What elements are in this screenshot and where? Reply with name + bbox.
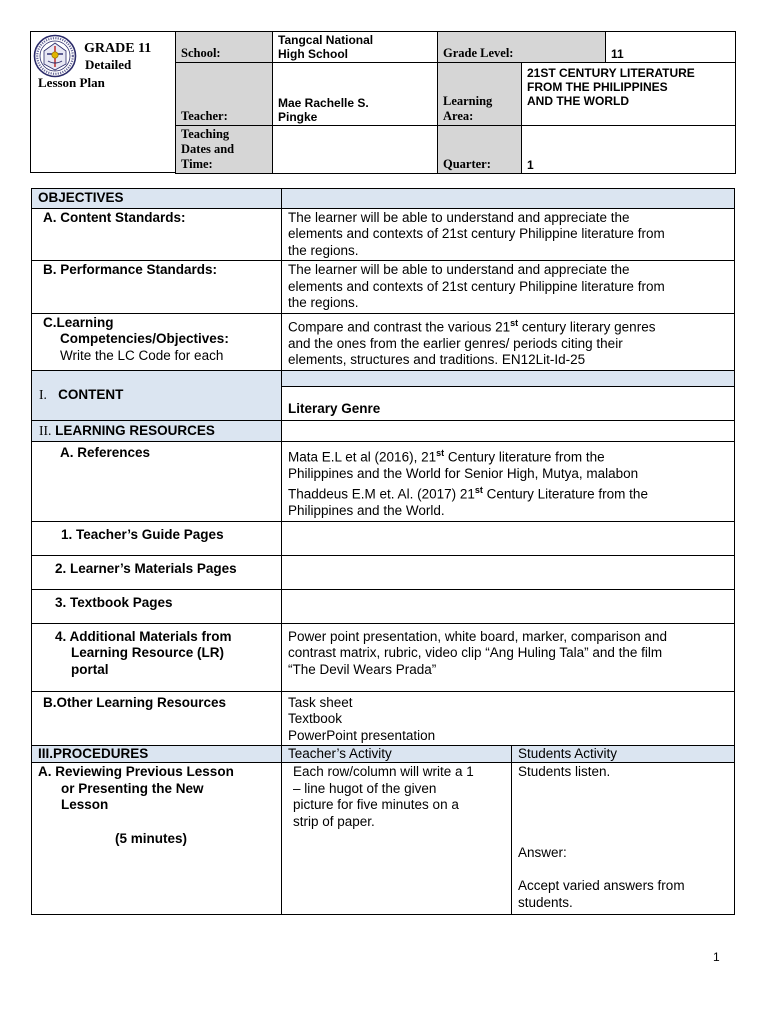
school-row [176,32,736,63]
resources-numeral: II. [39,422,52,438]
text-line: Task sheet [288,694,353,710]
superscript: st [474,485,483,495]
additional-materials-label [32,623,282,691]
content-value: Literary Genre [282,386,735,420]
text-line: – line hugot of the given [293,780,437,796]
additional-materials-label-line: portal [71,661,109,677]
text-line: elements, structures and traditions. EN12Lit-Id-25 [288,352,586,367]
text-run: Compare and contrast the various 21 [288,319,511,334]
text-line: Philippines and the World. [288,503,445,518]
text-line: Each row/column will write a 1 [293,764,474,779]
references-label: A. References [32,441,282,521]
text-line: Textbook [288,711,343,726]
additional-materials-label-line: Learning Resource (LR) [71,645,225,660]
learning-area-value-line: AND THE WORLD [527,94,629,108]
content-row-top [32,370,735,386]
resources-heading-blank [282,420,735,441]
text-line [288,315,729,336]
competencies-label-line: C.Learning [43,314,114,330]
references-row [32,441,735,521]
text-line: and the ones from the earlier genres/ periods citing their [288,335,623,351]
page-number: 1 [713,950,720,964]
performance-standards-value [282,261,735,314]
teachers-guide-label: 1. Teacher’s Guide Pages [32,521,282,555]
students-activity-cell [512,763,735,915]
students-activity-header: Students Activity [512,746,735,763]
text-line: the regions. [288,295,359,310]
additional-materials-label-line: 4. Additional Materials from [55,628,232,644]
other-resources-row [32,691,735,746]
text-line: picture for five minutes on a [293,797,459,812]
header-info-table [175,31,736,174]
spacer [518,832,729,845]
school-value [273,32,438,63]
content-blank-cell [282,370,735,386]
objectives-header-row [32,189,735,209]
teacher-value-line: Pingke [278,110,318,124]
teacher-activity-header: Teacher’s Activity [282,746,512,763]
text-run: Mata E.L et al (2016), 21 [288,449,437,464]
competencies-label-line: Competencies/Objectives: [60,331,229,346]
reviewing-lesson-label-line: A. Reviewing Previous Lesson [38,764,234,779]
spacer [518,798,729,815]
answer-label: Answer: [518,844,567,860]
grade-label: GRADE 11 [84,41,152,56]
content-heading [32,370,282,420]
textbook-pages-label: 3. Textbook Pages [32,589,282,623]
performance-standards-row [32,261,735,314]
content-standards-row [32,208,735,261]
teacher-value [273,63,438,126]
spacer [518,815,729,832]
deped-seal-icon [33,34,77,78]
text-run: Century literature from the [444,449,605,464]
other-resources-label: B.Other Learning Resources [32,691,282,746]
school-value-line: High School [278,47,348,61]
learning-area-value-line: FROM THE PHILIPPINES [527,80,668,94]
reviewing-lesson-label-line: Lesson [61,797,109,812]
teacher-row [176,63,736,126]
additional-materials-value [282,623,735,691]
text-line: elements and contexts of 21st century Philippine literature from [288,278,665,294]
text-run: Thaddeus E.M et. Al. (2017) 21 [288,486,475,502]
competencies-label [32,313,282,370]
procedures-heading: III.PROCEDURES [32,746,282,763]
reviewing-lesson-label-line: or Presenting the New [61,780,204,796]
spacer [38,814,276,831]
learners-materials-label: 2. Learner’s Materials Pages [32,555,282,589]
references-value [282,441,735,521]
lesson-plan-table [31,188,735,915]
learning-area-value-line: 21ST CENTURY LITERATURE [527,66,695,80]
competencies-row [32,313,735,370]
text-run: century literary genres [518,319,656,334]
quarter-value: 1 [522,126,736,174]
teaching-dates-label-line: Teaching [181,127,230,141]
objectives-heading: OBJECTIVES [32,189,282,209]
text-line: Power point presentation, white board, marker, comparison and [288,628,667,644]
teachers-guide-value [282,521,735,555]
grade-level-label: Grade Level: [438,32,606,63]
resources-header-row [32,420,735,441]
content-standards-value [282,208,735,261]
teacher-activity-cell [282,763,512,915]
teaching-dates-label-line: Time: [181,157,213,171]
teaching-dates-label-line: Dates and [181,142,235,156]
learning-area-label-line: Learning [443,94,493,108]
reviewing-lesson-row [32,763,735,915]
lc-code-note: Write the LC Code for each [60,347,224,363]
competencies-value [282,313,735,370]
school-label: School: [176,32,273,63]
textbook-pages-row [32,589,735,623]
learning-area-value [522,63,736,126]
learning-area-label [438,63,522,126]
learners-materials-row [32,555,735,589]
text-line [288,445,729,466]
text-line: Students listen. [518,764,611,779]
detailed-label: Detailed [85,57,132,72]
teacher-label: Teacher: [176,63,273,126]
text-line: students. [518,894,573,910]
spacer [518,781,729,798]
superscript: st [436,447,445,458]
teaching-dates-value [273,126,438,174]
textbook-pages-value [282,589,735,623]
lesson-plan-label: Lesson Plan [38,75,105,90]
additional-materials-row [32,623,735,691]
text-line: Philippines and the World for Senior High, Mutya, malabon [288,465,639,481]
text-line: The learner will be able to understand and appreciate the [288,262,630,277]
quarter-label: Quarter: [438,126,522,174]
content-heading-text: CONTENT [58,386,124,402]
text-run: Century Literature from the [482,486,648,502]
text-line: contrast matrix, rubric, video clip “Ang Huling Tala” and the film [288,645,663,660]
text-line: Accept varied answers from [518,878,685,893]
other-resources-value [282,691,735,746]
dates-row [176,126,736,174]
time-allotment: (5 minutes) [115,830,188,846]
text-line: PowerPoint presentation [288,727,436,743]
superscript: st [510,317,519,328]
text-line: The learner will be able to understand and appreciate the [288,209,630,225]
text-line: elements and contexts of 21st century Philippine literature from [288,226,665,241]
spacer [518,861,729,878]
text-line: the regions. [288,242,359,258]
objectives-heading-blank [282,189,735,209]
grade-level-value: 11 [606,32,736,63]
procedures-header-row [32,746,735,763]
reviewing-lesson-label [32,763,282,915]
teaching-dates-label [176,126,273,174]
text-line [288,482,729,503]
content-standards-label: A. Content Standards: [32,208,282,261]
teachers-guide-row [32,521,735,555]
performance-standards-label: B. Performance Standards: [32,261,282,314]
content-numeral: I. [39,386,47,402]
teacher-value-line: Mae Rachelle S. [278,96,369,110]
school-value-line: Tangcal National [278,33,374,47]
resources-heading-text: LEARNING RESOURCES [55,422,215,438]
text-line: “The Devil Wears Prada” [288,661,437,677]
learners-materials-value [282,555,735,589]
resources-heading [32,420,282,441]
learning-area-label-line: Area: [443,109,474,123]
text-line: strip of paper. [293,813,375,829]
